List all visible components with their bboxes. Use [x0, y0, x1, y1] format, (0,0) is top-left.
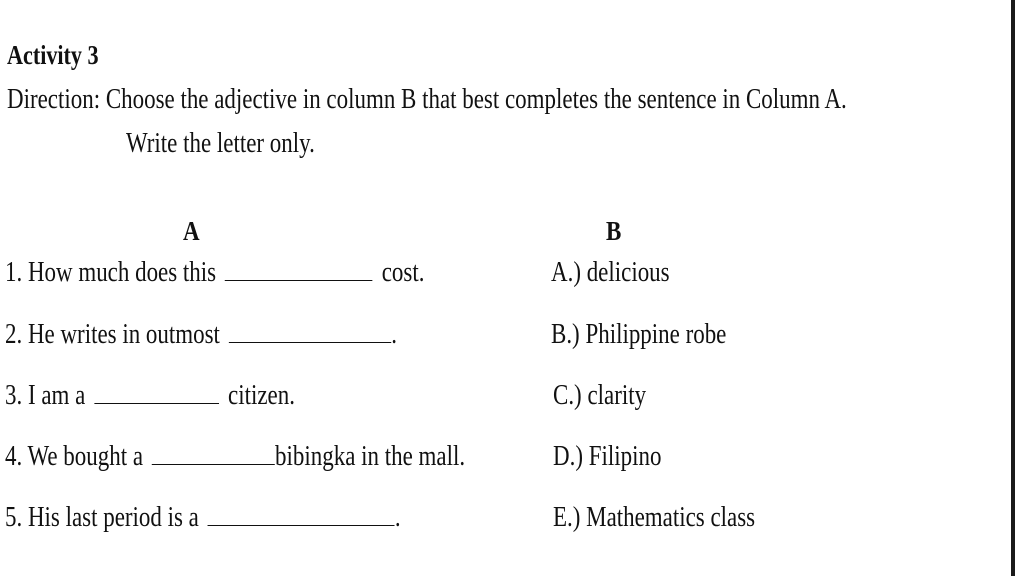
- answer-blank: [152, 442, 275, 465]
- answer-blank: [94, 381, 219, 404]
- column-a-item-5: [5, 502, 401, 534]
- answer-blank: [225, 258, 373, 281]
- answer-blank: [229, 320, 391, 343]
- item-text-before: 2. He writes in outmost: [5, 319, 220, 350]
- item-text-before: 3. I am a: [5, 380, 86, 411]
- column-a-item-2: [5, 319, 397, 351]
- column-a-item-4: [5, 441, 465, 473]
- column-b-choice-e: E.) Mathematics class: [553, 502, 756, 533]
- page-edge-border: [1011, 0, 1015, 576]
- column-a-item-3: [5, 380, 295, 412]
- activity-title: Activity 3: [7, 40, 99, 70]
- item-text-after: .: [391, 319, 398, 350]
- direction-text-continued: Write the letter only.: [126, 128, 315, 159]
- item-text-after: cost.: [381, 257, 425, 288]
- item-text-before: 5. His last period is a: [5, 502, 199, 533]
- answer-blank: [208, 503, 395, 526]
- item-text-after: bibingka in the mall.: [275, 441, 466, 472]
- column-b-header: B: [606, 216, 622, 246]
- column-b-choice-c: C.) clarity: [553, 380, 647, 411]
- column-b-choice-b: B.) Philippine robe: [551, 319, 727, 350]
- item-text-after: citizen.: [228, 380, 295, 411]
- item-text-before: 1. How much does this: [5, 257, 217, 288]
- column-a-item-1: [5, 257, 424, 289]
- column-b-choice-a: A.) delicious: [551, 257, 670, 288]
- column-a-header: A: [183, 216, 200, 246]
- item-text-after: .: [394, 502, 401, 533]
- column-b-choice-d: D.) Filipino: [553, 441, 662, 472]
- direction-text: Direction: Choose the adjective in column B that best completes the sentence in Column A.: [7, 84, 847, 115]
- item-text-before: 4. We bought a: [5, 441, 144, 472]
